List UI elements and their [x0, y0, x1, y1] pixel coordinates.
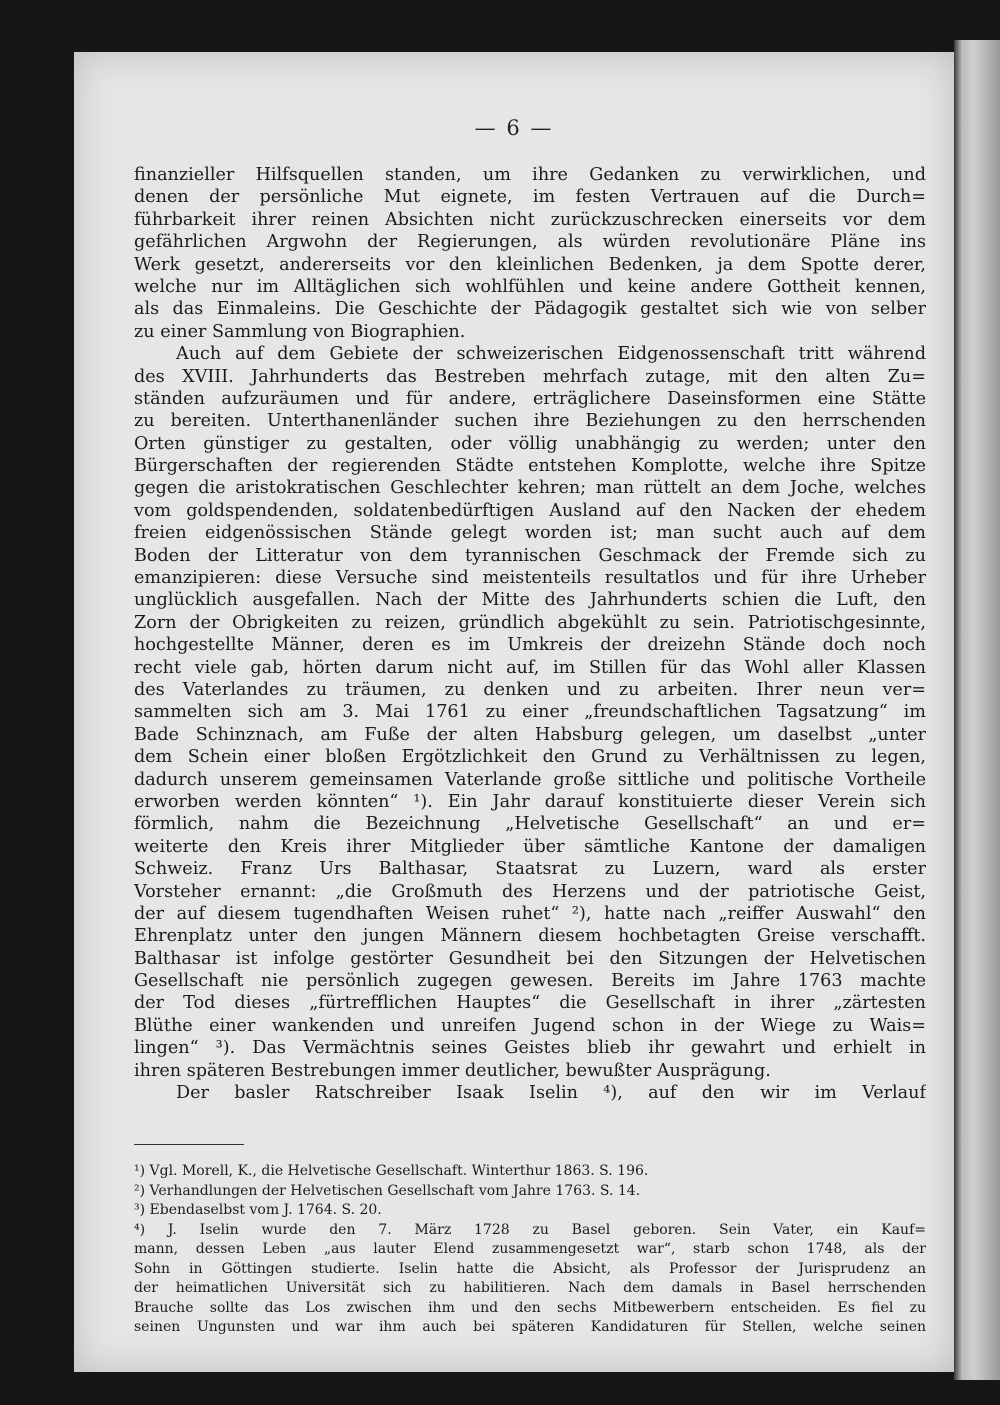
page-number: — 6 — [474, 116, 554, 140]
text-line: dadurch unserem gemeinsamen Vaterlande große sittliche und politische Vortheile [134, 769, 926, 790]
footnote-line: Sohn in Göttingen studierte. Iselin hatte die Absicht, als Professor der Jurisprudenz an [134, 1260, 926, 1277]
footnote-line: ²) Verhandlungen der Helvetischen Gesellschaft vom Jahre 1763. S. 14. [134, 1182, 641, 1199]
text-line: führbarkeit ihrer reinen Absichten nicht zurückzuschrecken einerseits vor dem [134, 209, 926, 230]
text-line: recht viele gab, hörten darum nicht auf, im Stillen für das Wohl aller Klassen [134, 657, 926, 678]
text-line: welche nur im Alltäglichen sich wohlfühlen und keine andere Gottheit kennen, [134, 276, 926, 297]
footnotes [134, 1162, 926, 1338]
text-line: Vorsteher ernannt: „die Großmuth des Herzens und der patriotische Geist, [134, 881, 926, 902]
text-line: gegen die aristokratischen Geschlechter kehren; man rüttelt an dem Joche, welches [134, 478, 926, 499]
facing-page-edge [954, 40, 1000, 1380]
text-line: Der basler Ratschreiber Isaak Iselin ⁴), auf den wir im Verlauf [176, 1083, 926, 1104]
text-line: Boden der Litteratur von dem tyrannischen Geschmack der Fremde sich zu [134, 545, 926, 566]
footnote-line: ⁴) J. Iselin wurde den 7. März 1728 zu Basel geboren. Sein Vater, ein Kauf= [134, 1221, 926, 1238]
text-line: vom goldspendenden, soldatenbedürftigen Ausland auf den Nacken der ehedem [134, 500, 926, 521]
text-line: Bürgerschaften der regierenden Städte entstehen Komplotte, welche ihre Spitze [134, 456, 926, 477]
text-line: förmlich, nahm die Bezeichnung „Helvetische Gesellschaft“ an und er= [134, 814, 926, 835]
book-page [74, 52, 954, 1372]
text-line: Gesellschaft nie persönlich zugegen gewesen. Bereits im Jahre 1763 machte [134, 971, 926, 992]
text-line: freien eidgenössischen Stände gelegt worden ist; man sucht auch auf dem [134, 523, 926, 544]
text-line: gefährlichen Argwohn der Regierungen, als würden revolutionäre Pläne ins [134, 232, 926, 253]
footnote-divider [134, 1144, 244, 1145]
footnote-line: der heimatlichen Universität sich zu habilitieren. Nach dem damals in Basel herrschenden [134, 1280, 926, 1296]
text-line: der Tod dieses „fürtrefflichen Hauptes“ die Gesellschaft in ihrer „zärtesten [134, 993, 926, 1014]
text-line: weiterte den Kreis ihrer Mitglieder über sämtliche Kantone der damaligen [134, 836, 926, 857]
text-line: der auf diesem tugendhaften Weisen ruhet“ ²), hatte nach „reiffer Auswahl“ den [134, 903, 926, 924]
text-line: Schweiz. Franz Urs Balthasar, Staatsrat zu Luzern, ward als erster [134, 859, 926, 880]
text-line: unglücklich ausgefallen. Nach der Mitte des Jahrhunderts schien die Luft, den [134, 590, 926, 611]
text-line: sammelten sich am 3. Mai 1761 zu einer „freundschaftlichen Tagsatzung“ im [134, 702, 926, 723]
text-line: Balthasar ist infolge gestörter Gesundheit bei den Sitzungen der Helvetischen [134, 948, 926, 969]
text-line: Blüthe einer wankenden und unreifen Jugend schon in der Wiege zu Wais= [134, 1015, 926, 1036]
text-line: als das Einmaleins. Die Geschichte der Pädagogik gestaltet sich wie von selber [134, 299, 926, 320]
text-line: dem Schein einer bloßen Ergötzlichkeit den Grund zu Verhältnissen zu legen, [134, 747, 926, 768]
text-line: emanzipieren: diese Versuche sind meistenteils resultatlos und für ihre Urheber [134, 568, 926, 589]
text-line: des Vaterlandes zu träumen, zu denken und zu arbeiten. Ihrer neun ver= [134, 679, 926, 700]
footnote-line: seinen Ungunsten und war ihm auch bei späteren Kandidaturen für Stellen, welche seinen [134, 1319, 926, 1335]
footnote-line: ³) Ebendaselbst vom J. 1764. S. 20. [134, 1202, 382, 1218]
text-line: zu einer Sammlung von Biographien. [134, 321, 466, 342]
text-line: ständen aufzuräumen und für andere, erträglichere Daseinsformen eine Stätte [134, 388, 926, 409]
text-line: des XVIII. Jahrhunderts das Bestreben mehrfach zutage, mit den alten Zu= [134, 366, 926, 387]
text-line: finanzieller Hilfsquellen standen, um ihre Gedanken zu verwirklichen, und [134, 165, 926, 185]
footnote-line: ¹) Vgl. Morell, K., die Helvetische Gesellschaft. Winterthur 1863. S. 196. [134, 1163, 649, 1179]
text-line: erworben werden könnten“ ¹). Ein Jahr darauf konstituierte dieser Verein sich [134, 791, 926, 812]
text-line: Werk gesetzt, andererseits vor den kleinlichen Bedenken, ja dem Spotte derer, [134, 254, 926, 275]
footnote-line: Brauche sollte das Los zwischen ihm und den sechs Mitbewerbern entscheiden. Es fiel zu [134, 1299, 926, 1316]
text-line: Zorn der Obrigkeiten zu reizen, gründlich abgekühlt zu sein. Patriotischgesinnte, [134, 612, 926, 633]
body-text [134, 164, 926, 1104]
text-line: denen der persönliche Mut eignete, im festen Vertrauen auf die Durch= [134, 187, 926, 208]
text-line: Orten günstiger zu gestalten, oder völlig unabhängig zu werden; unter den [134, 433, 926, 454]
text-line: ihren späteren Bestrebungen immer deutlicher, bewußter Ausprägung. [134, 1060, 771, 1081]
text-line: lingen“ ³). Das Vermächtnis seines Geistes blieb ihr gewahrt und erhielt in [134, 1038, 926, 1059]
text-line: Bade Schinznach, am Fuße der alten Habsburg gelegen, um daselbst „unter [134, 724, 926, 745]
text-line: Auch auf dem Gebiete der schweizerischen Eidgenossenschaft tritt während [176, 344, 926, 365]
footnote-line: mann, dessen Leben „aus lauter Elend zusammengesetzt war“, starb schon 1748, als der [134, 1241, 926, 1257]
text-line: Ehrenplatz unter den jungen Männern diesem hochbetagten Greise verschafft. [134, 926, 926, 947]
text-line: zu bereiten. Unterthanenländer suchen ihre Beziehungen zu den herrschenden [134, 411, 926, 432]
text-line: hochgestellte Männer, deren es im Umkreis der dreizehn Stände doch noch [134, 635, 926, 656]
